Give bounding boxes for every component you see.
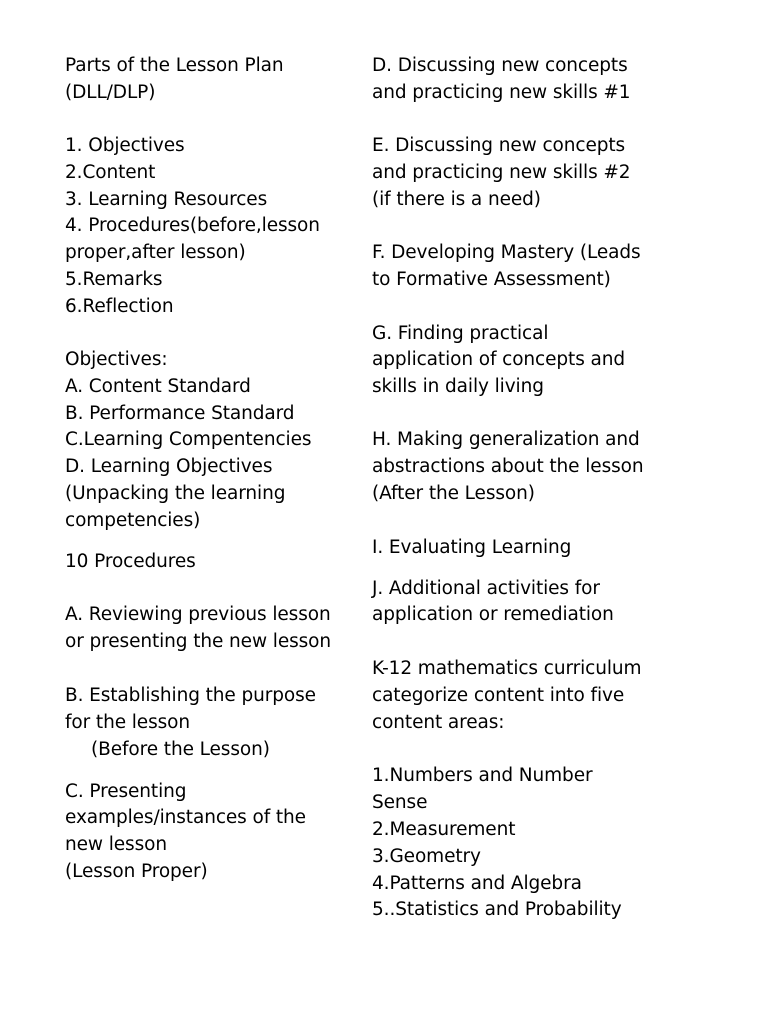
content-area-geometry: 3.Geometry — [372, 846, 481, 867]
objective-content-standard: A. Content Standard — [65, 376, 251, 397]
curriculum-note-cont: categorize content into five — [372, 685, 625, 706]
objective-performance-standard: B. Performance Standard — [65, 403, 295, 424]
procedure-i: I. Evaluating Learning — [372, 537, 572, 558]
procedure-e-note: (if there is a need) — [372, 189, 541, 210]
heading-dll-dlp: (DLL/DLP) — [65, 82, 156, 103]
procedure-c-cont-2: new lesson — [65, 834, 167, 855]
heading-parts-of-lesson-plan: Parts of the Lesson Plan — [65, 55, 284, 76]
procedure-d-cont: and practicing new skills #1 — [372, 82, 631, 103]
procedure-d: D. Discussing new concepts — [372, 55, 628, 76]
procedure-h: H. Making generalization and — [372, 429, 640, 450]
procedure-a: A. Reviewing previous lesson — [65, 604, 331, 625]
procedure-b-cont: for the lesson — [65, 712, 191, 733]
procedure-c-cont: examples/instances of the — [65, 807, 306, 828]
procedure-b-phase: (Before the Lesson) — [91, 739, 270, 760]
procedure-g: G. Finding practical — [372, 323, 549, 344]
list-item-learning-resources: 3. Learning Resources — [65, 189, 268, 210]
heading-objectives: Objectives: — [65, 349, 168, 370]
list-item-objectives: 1. Objectives — [65, 135, 185, 156]
content-area-measurement: 2.Measurement — [372, 819, 516, 840]
procedure-f-cont: to Formative Assessment) — [372, 269, 611, 290]
procedure-b: B. Establishing the purpose — [65, 685, 316, 706]
procedure-e-cont: and practicing new skills #2 — [372, 162, 631, 183]
list-item-procedures-cont: proper,after lesson) — [65, 242, 246, 263]
list-item-remarks: 5.Remarks — [65, 269, 163, 290]
procedure-j-cont: application or remediation — [372, 604, 614, 625]
content-area-numbers: 1.Numbers and Number — [372, 765, 593, 786]
heading-10-procedures: 10 Procedures — [65, 551, 196, 572]
objective-unpacking: (Unpacking the learning — [65, 483, 286, 504]
objective-learning-competencies: C.Learning Compentencies — [65, 429, 312, 450]
objective-unpacking-cont: competencies) — [65, 510, 201, 531]
list-item-content: 2.Content — [65, 162, 156, 183]
objective-learning-objectives: D. Learning Objectives — [65, 456, 273, 477]
list-item-reflection: 6.Reflection — [65, 296, 174, 317]
procedure-g-cont: application of concepts and — [372, 349, 626, 370]
procedure-h-cont: abstractions about the lesson — [372, 456, 644, 477]
list-item-procedures: 4. Procedures(before,lesson — [65, 215, 320, 236]
procedure-c-phase: (Lesson Proper) — [65, 861, 208, 882]
procedure-j: J. Additional activities for — [372, 578, 600, 599]
procedure-e: E. Discussing new concepts — [372, 135, 626, 156]
content-area-patterns: 4.Patterns and Algebra — [372, 873, 582, 894]
procedure-g-cont-2: skills in daily living — [372, 376, 544, 397]
procedure-f: F. Developing Mastery (Leads — [372, 242, 641, 263]
content-area-statistics: 5..Statistics and Probability — [372, 899, 622, 920]
curriculum-note: K-12 mathematics curriculum — [372, 658, 642, 679]
content-area-numbers-cont: Sense — [372, 792, 428, 813]
procedure-h-phase: (After the Lesson) — [372, 483, 535, 504]
curriculum-note-cont-2: content areas: — [372, 712, 505, 733]
procedure-c: C. Presenting — [65, 781, 187, 802]
procedure-a-cont: or presenting the new lesson — [65, 631, 332, 652]
